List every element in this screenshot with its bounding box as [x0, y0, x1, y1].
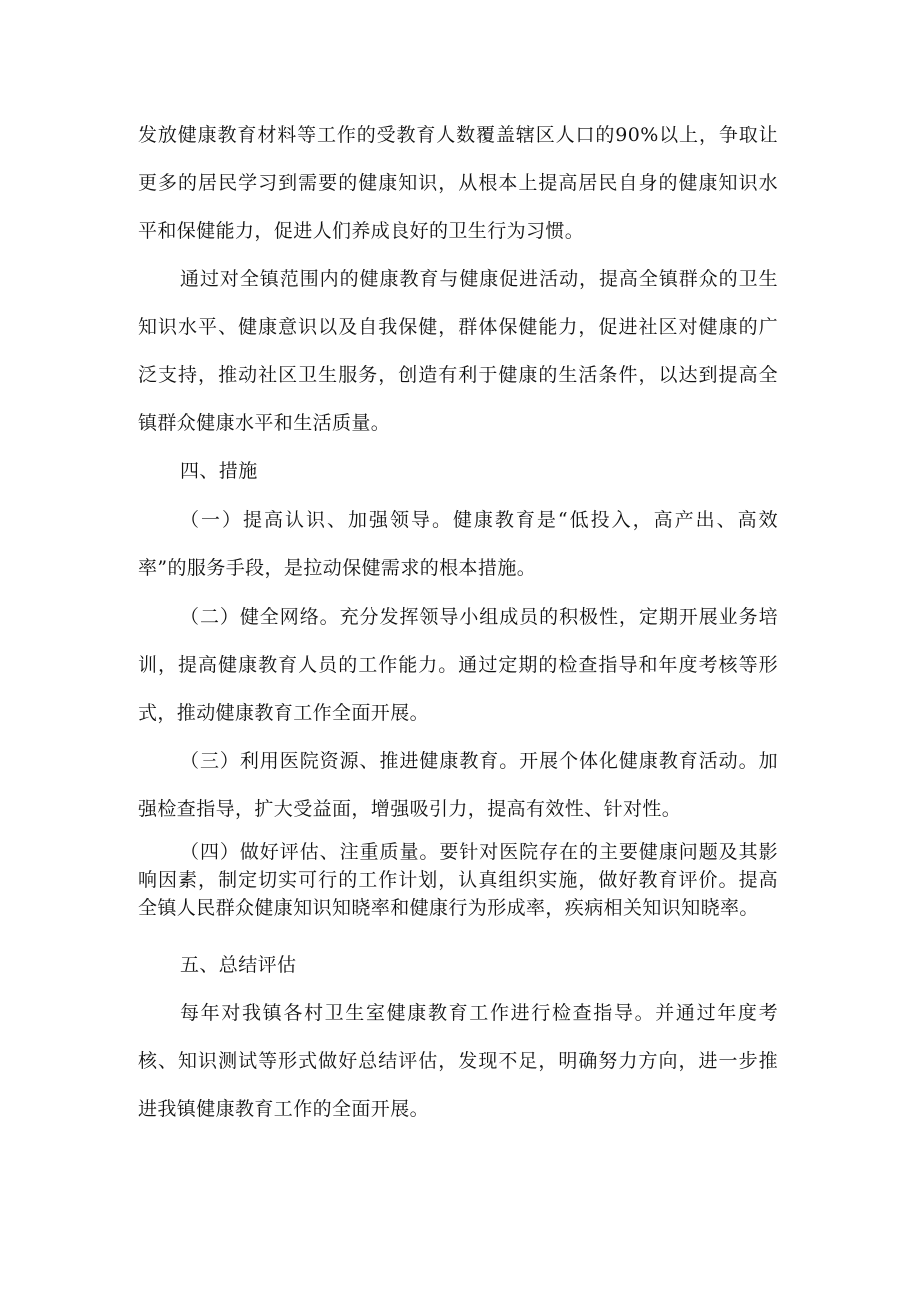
paragraph-overall-objective: 通过对全镇范围内的健康教育与健康促进活动，提高全镇群众的卫生知识水平、健康意识以及自我保健，群体保健能力，促进社区对健康的广泛支持，推动社区卫生服务，创造有利于健康的生活条件，以达到提高全镇群众健康水平和生活质量。 [138, 268, 778, 434]
paragraph-measure-3: （三）利用医院资源、推进健康教育。开展个体化健康教育活动。加强检查指导，扩大受益面，增强吸引力，提高有效性、针对性。 [138, 750, 778, 820]
section-heading-evaluation: 五、总结评估 [180, 954, 297, 976]
paragraph-evaluation: 每年对我镇各村卫生室健康教育工作进行检查指导。并通过年度考核、知识测试等形式做好总结评估，发现不足，明确努力方向，进一步推进我镇健康教育工作的全面开展。 [138, 1002, 778, 1120]
section-heading-measures: 四、措施 [180, 460, 258, 482]
paragraph-measure-1: （一）提高认识、加强领导。健康教育是“低投入，高产出、高效率”的服务手段，是拉动保健需求的根本措施。 [138, 509, 778, 579]
paragraph-measure-4: （四）做好评估、注重质量。要针对医院存在的主要健康问题及其影响因素，制定切实可行的工作计划，认真组织实施，做好教育评价。提高全镇人民群众健康知识知晓率和健康行为形成率，疾病相关知识知晓率。 [138, 841, 778, 919]
paragraph-coverage-goal: 发放健康教育材料等工作的受教育人数覆盖辖区人口的90%以上，争取让更多的居民学习到需要的健康知识，从根本上提高居民自身的健康知识水平和保健能力，促进人们养成良好的卫生行为习惯。 [138, 124, 778, 242]
paragraph-measure-2: （二）健全网络。充分发挥领导小组成员的积极性，定期开展业务培训，提高健康教育人员的工作能力。通过定期的检查指导和年度考核等形式，推动健康教育工作全面开展。 [138, 606, 778, 724]
